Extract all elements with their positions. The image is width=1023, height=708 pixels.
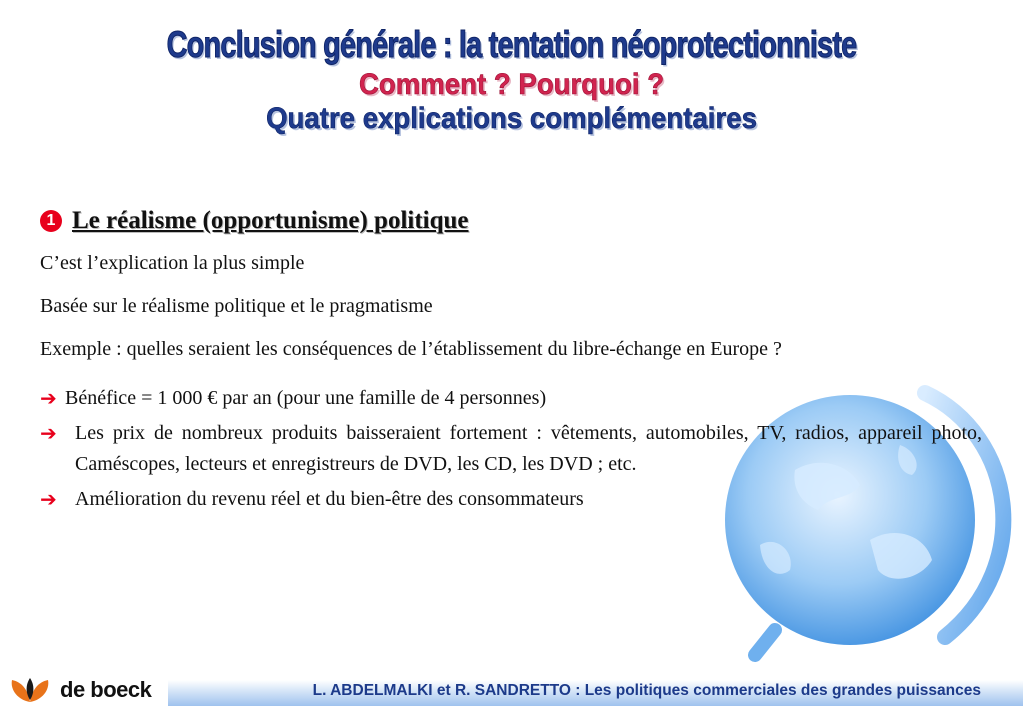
circled-1-icon: 1	[40, 210, 62, 232]
footer-credit: L. ABDELMALKI et R. SANDRETTO : Les politiques commerciales des grandes puissances	[312, 682, 981, 699]
paragraph: Exemple : quelles seraient les conséquences de l’établissement du libre-échange en Europe ?	[40, 338, 782, 360]
right-arrow-icon: ➔	[40, 421, 57, 445]
arrow-item-text: Les prix de nombreux produits baisseraient fortement : vêtements, automobiles, TV, radios, appareil photo, Caméscopes, lecteurs et enregistreurs de DVD, les CD, les DVD ; etc.	[75, 422, 982, 475]
arrow-list-item	[40, 484, 982, 515]
slide-title-block	[0, 22, 1023, 136]
arrow-item-text: Amélioration du revenu réel et du bien-être des consommateurs	[75, 488, 584, 510]
right-arrow-icon: ➔	[40, 386, 57, 410]
right-arrow-icon: ➔	[40, 487, 57, 511]
paragraph: C’est l’explication la plus simple	[40, 252, 305, 274]
footer	[0, 672, 1023, 708]
arrow-item-text: Bénéfice = 1 000 € par an (pour une famille de 4 personnes)	[65, 387, 547, 409]
slide-subtitle: Comment ? Pourquoi ?	[358, 68, 665, 101]
slide-subtitle-2: Quatre explications complémentaires	[266, 102, 757, 135]
paragraph: Basée sur le réalisme politique et le pragmatisme	[40, 295, 433, 317]
publisher-logo	[8, 676, 151, 704]
slide-title: Conclusion générale : la tentation néoprotectionniste	[166, 24, 857, 65]
leaf-logo-icon	[8, 676, 52, 704]
arrow-list-item	[40, 383, 982, 414]
slide-content	[40, 205, 982, 517]
section-title: Le réalisme (opportunisme) politique	[72, 207, 469, 234]
section-heading	[40, 205, 982, 236]
logo-text: de boeck	[60, 677, 152, 702]
arrow-list-item	[40, 418, 982, 480]
